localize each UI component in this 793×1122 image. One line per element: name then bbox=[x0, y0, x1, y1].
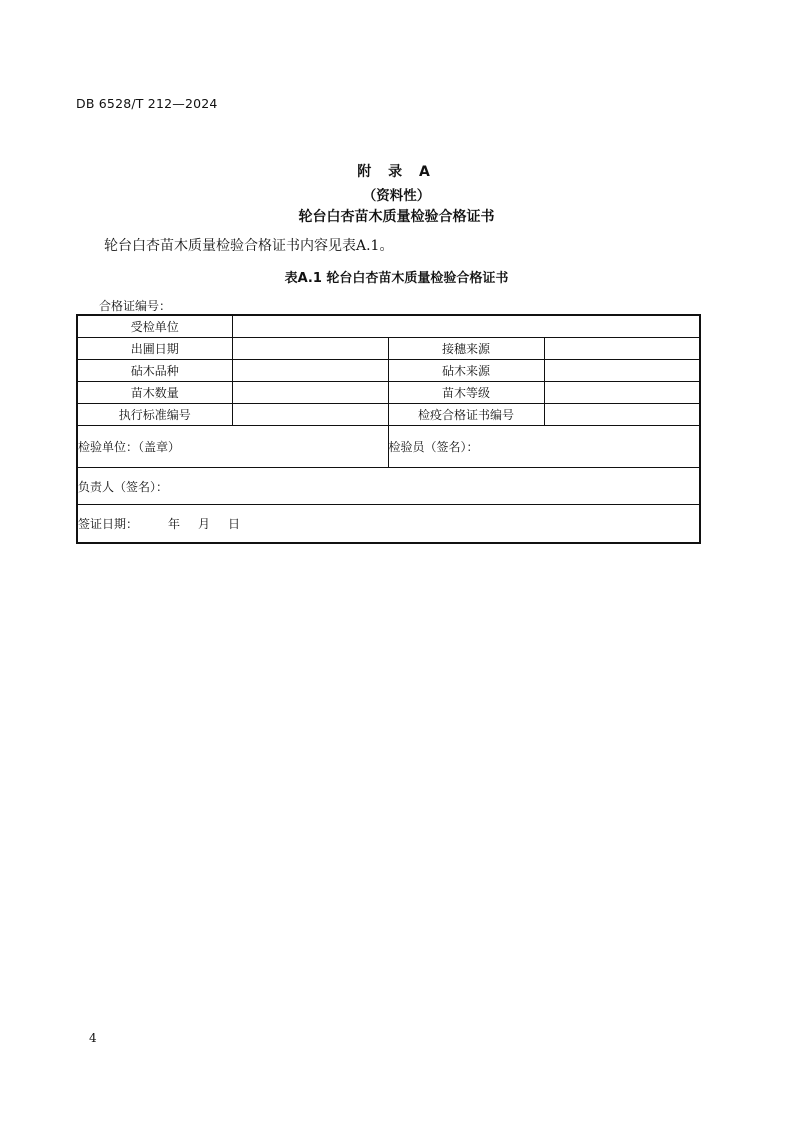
appendix-name: 轮台白杏苗木质量检验合格证书 bbox=[298, 209, 495, 225]
document-number: DB 6528/T 212—2024 bbox=[76, 96, 218, 111]
responsible-signature-field[interactable]: 负责人（签名）： bbox=[77, 468, 700, 505]
table-cell-value[interactable] bbox=[232, 338, 388, 360]
table-cell-value[interactable] bbox=[544, 338, 700, 360]
table-cell-label: 砧木来源 bbox=[388, 360, 544, 382]
table-cell-label: 接穗来源 bbox=[388, 338, 544, 360]
certificate-number-label: 合格证编号： bbox=[99, 299, 172, 313]
page-number: 4 bbox=[89, 1031, 97, 1045]
table-cell-label: 苗木等级 bbox=[388, 382, 544, 404]
table-cell-value[interactable] bbox=[544, 382, 700, 404]
table-cell-value[interactable] bbox=[544, 360, 700, 382]
inspector-signature-field[interactable]: 检验员（签名）： bbox=[388, 426, 700, 468]
intro-paragraph: 轮台白杏苗木质量检验合格证书内容见表A.1。 bbox=[104, 238, 394, 254]
day-label: 日 bbox=[228, 517, 241, 531]
year-label: 年 bbox=[168, 517, 181, 531]
certificate-table bbox=[76, 314, 701, 544]
table-cell-value[interactable] bbox=[232, 360, 388, 382]
sign-date-field[interactable] bbox=[77, 505, 700, 544]
table-cell-label: 检疫合格证书编号 bbox=[388, 404, 544, 426]
table-cell-label: 执行标准编号 bbox=[77, 404, 232, 426]
appendix-nature: （资料性） bbox=[362, 188, 431, 204]
table-row bbox=[77, 338, 700, 360]
table-cell-label: 苗木数量 bbox=[77, 382, 232, 404]
table-row bbox=[77, 315, 700, 338]
inspection-unit-field[interactable]: 检验单位：（盖章） bbox=[77, 426, 388, 468]
table-cell-label: 砧木品种 bbox=[77, 360, 232, 382]
table-cell-value[interactable] bbox=[232, 404, 388, 426]
table-row bbox=[77, 382, 700, 404]
table-row bbox=[77, 426, 700, 468]
table-cell-value[interactable] bbox=[232, 315, 700, 338]
table-row bbox=[77, 505, 700, 544]
sign-date-label: 签证日期： bbox=[78, 517, 139, 531]
table-row bbox=[77, 468, 700, 505]
table-cell-label: 受检单位 bbox=[77, 315, 232, 338]
table-caption: 表A.1 轮台白杏苗木质量检验合格证书 bbox=[284, 271, 509, 286]
table-cell-value[interactable] bbox=[544, 404, 700, 426]
table-cell-label: 出圃日期 bbox=[77, 338, 232, 360]
appendix-title: 附 录 A bbox=[357, 164, 436, 180]
table-row bbox=[77, 360, 700, 382]
table-row bbox=[77, 404, 700, 426]
table-cell-value[interactable] bbox=[232, 382, 388, 404]
month-label: 月 bbox=[198, 517, 211, 531]
